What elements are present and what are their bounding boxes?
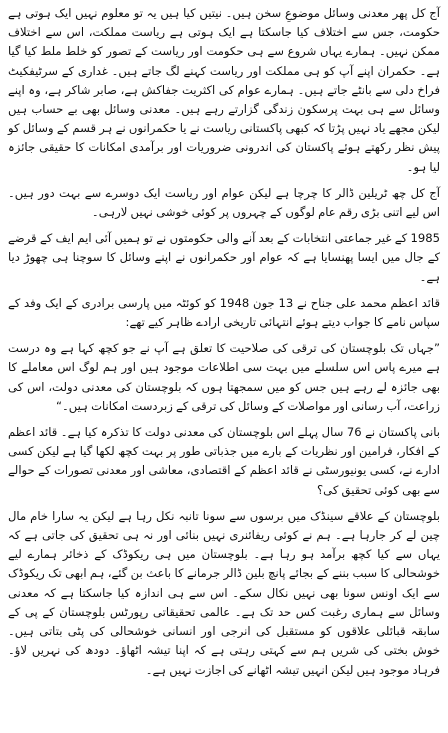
article-paragraph-7: بلوچستان کے علاقے سینڈک میں برسوں سے سونا تانبہ نکل رہا ہے لیکن یہ سارا خام مال چین لے کر جارہا ہے۔ ہم نے کوئی ریفائنری نہیں بنائی اور نہ ہی تحقیق کی جاتی ہے کہ یہاں سے کیا کچھ برآمد ہو رہا ہے۔ بلوچستان میں ہی ریکوڈک کے ذخائر ہمارے لیے خوشحالی کا سبب بننے کے بجائے پانچ بلین ڈالر جرمانے کا باعث بن گئے، ہم ابھی تک ریکوڈک سے ایک اونس سونا بھی نہیں نکال سکے۔ اس سے ہی اندازہ کیا جاسکتا ہے کہ معدنی وسائل سے ہماری رغبت کس حد تک ہے۔ عالمی تحقیقاتی رپورٹس بلوچستان کے پی کے سابقہ قبائلی علاقوں کو مستقبل کی انرجی اور انسانی خوشحالی کی پٹی بتاتی ہیں۔ خوش بختی کی شریں ہم سے کہتی رہتی ہے کہ اپنا تیشہ اٹھاؤ۔ دودھ کی نہریں لاؤ۔ فرہاد موجود ہیں لیکن انہیں تیشہ اٹھانے کی اجازت نہیں ہے۔ bbox=[8, 508, 440, 677]
article-paragraph-4: قائد اعظم محمد علی جناح نے 13 جون 1948 کو کوئٹہ میں پارسی برادری کے ایک وفد کے سپاس نامے کا جواب دیتے ہوئے انتہائی تاریخی ارادے ظاہر کیے تھے: bbox=[8, 295, 441, 330]
article-quote-paragraph: ”جہاں تک بلوچستان کی ترقی کی صلاحیت کا تعلق ہے آپ نے جو کچھ کہا ہے وہ درست ہے میرے پاس اس سلسلے میں بہت سی اطلاعات موجود ہیں اور ہم لوگ اس معاملے کا بھی جائزہ لے رہے ہیں جس کو میں سمجھتا ہوں کہ بلوچستان کی معدنی دولت، اس کی زراعت، آب رسانی اور مواصلات کے وسائل کی ترقی کے زبردست امکانات ہیں۔“ bbox=[8, 341, 440, 413]
article-paragraph-3: 1985 کے غیر جماعتی انتخابات کے بعد آنے والی حکومتوں نے تو ہمیں آئی ایم ایف کے قرضے کے جال میں ایسا پھنسایا ہے کہ عوام اور حکمرانوں نے اپنے وسائل کا سوچنا ہی چھوڑ دیا ہے۔ bbox=[8, 231, 440, 284]
article-paragraph-6: بانی پاکستان نے 76 سال پہلے اس بلوچستان کی معدنی دولت کا تذکرہ کیا ہے۔ قائد اعظم کے افکار، فرامین اور نظریات کے بارے میں جذباتی طور پر بہت کچھ لکھا گیا ہے لیکن کسی ادارے نے، کسی یونیورسٹی نے قائد اعظم کے اقتصادی، معاشی اور معدنی تصورات کے حوالے سے بھی کوئی تحقیق کی؟ bbox=[8, 425, 440, 497]
article-paragraph-1: آج کل پھر معدنی وسائل موضوعِ سخن ہیں۔ نیتیں کیا ہیں یہ تو معلوم نہیں ایک ہوتی ہے حکومت، جس سے اختلاف کیا جاسکتا ہے ایک ہوتی ہے ریاست مملکت، اس سے اختلاف ممکن نہیں۔ ہمارے یہاں شروع سے ہی حکومت اور ریاست کے تصور کو خلط ملط کیا گیا ہے۔ حکمران اپنے آپ کو ہی مملکت اور ریاست کہنے لگ جاتے ہیں۔ غداری کے سرٹیفکیٹ فراخ دلی سے بانٹے جاتے ہیں۔ ہمارے عوام کی اکثریت جفاکش ہے، صابر شاکر ہے، وہ اپنے وسائل سے ہی بہت پرسکون زندگی گزارتے رہے ہیں۔ معدنی وسائل بھی بے حساب ہیں لیکن مجھے یاد نہیں پڑتا کہ کبھی پاکستانی ریاست نے یا حکمرانوں نے ہر قسم کے وسائل کو پیش نظر رکھتے ہوئے پاکستان کی اندرونی ضروریات اور برآمدی امکانات کا حقیقی جائزہ لیا ہو۔ bbox=[8, 6, 440, 174]
article-paragraph-2: آج کل چھ ٹریلین ڈالر کا چرچا ہے لیکن عوام اور ریاست ایک دوسرے سے بہت دور ہیں۔ اس لیے اتنی بڑی رقم عام لوگوں کے چہروں پر کوئی خوشی نہیں لارہی۔ bbox=[8, 185, 440, 220]
